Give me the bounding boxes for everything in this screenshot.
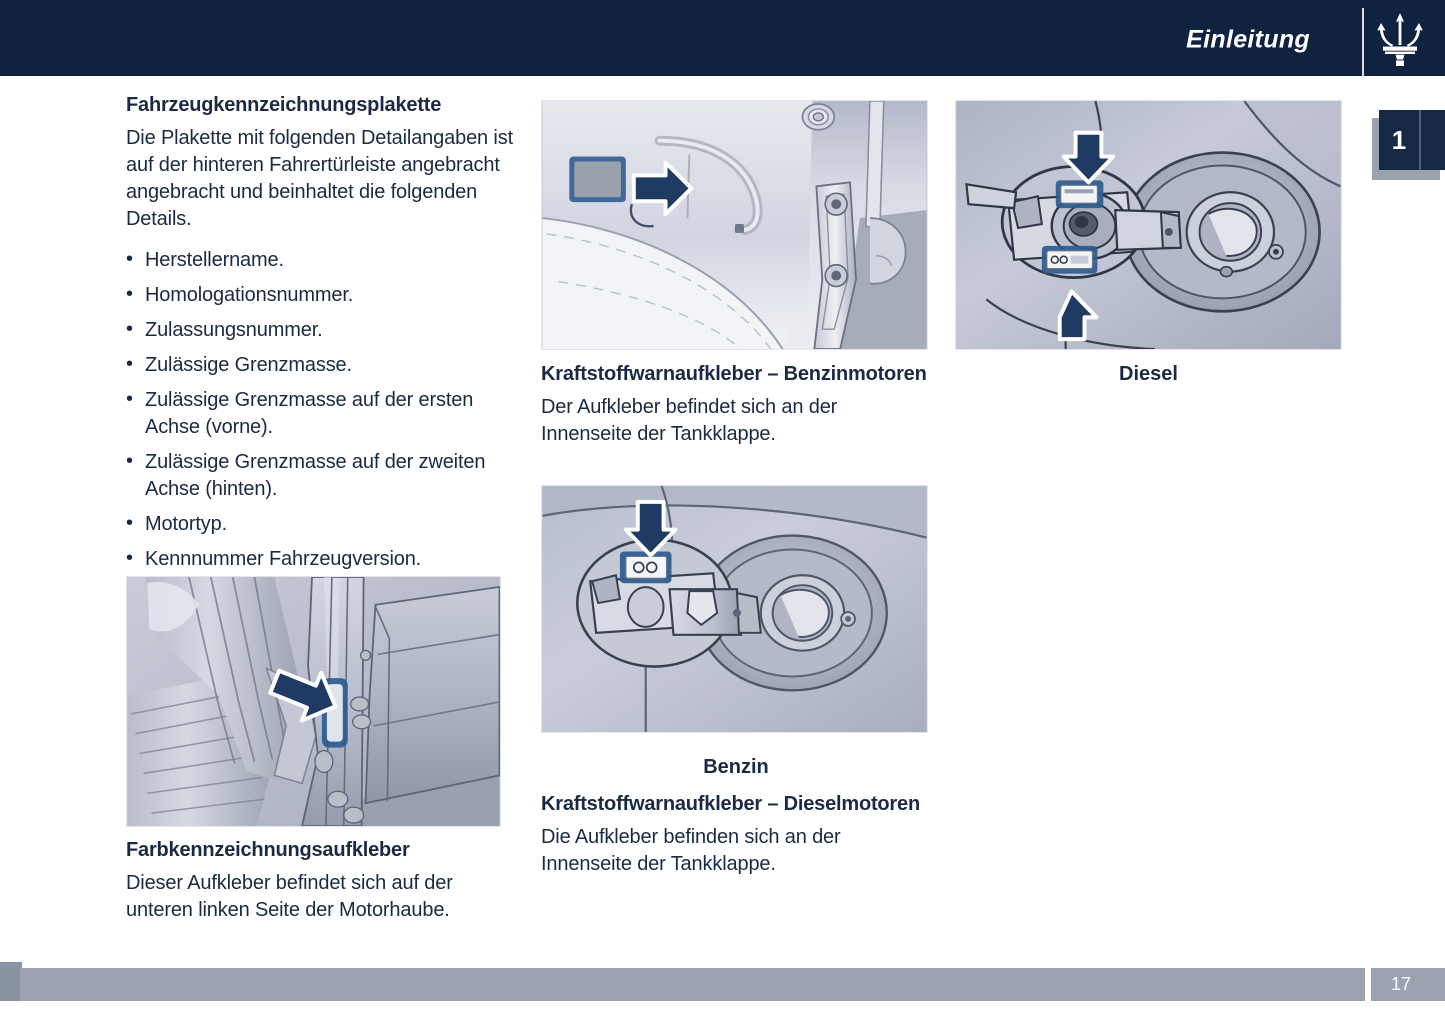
color-label-text: Dieser Aufkleber befindet sich auf der unteren linken Seite der Motorhaube. [126,871,453,921]
color-label-heading: Farbkennzeichnungsaufkleber [126,839,410,861]
petrol-warning-label-text [541,362,931,458]
list-item: • Zulässige Grenzmasse auf der zweiten Achse (hinten). [126,449,516,503]
list-item: • Zulässige Grenzmasse auf der ersten Achse (vorne). [126,387,516,441]
diesel-warning-label-text [541,745,931,888]
list-item: • Zulässige Grenzmasse. [126,352,516,379]
bonnet-identification-plate-illustration [541,100,928,350]
list-item: • Herstellername. [126,247,516,274]
page-header-title: Einleitung [1186,25,1310,54]
petrol-fuel-flap-illustration [541,485,928,733]
figure-caption-benzin: Benzin [703,756,769,778]
details-bullet-list [126,247,516,608]
header-divider [1362,8,1364,76]
list-item: • Zulassungsnummer. [126,317,516,344]
door-sill-label-illustration [126,576,501,827]
diesel-fuel-flap-illustration [955,100,1342,350]
list-item: • Homologationsnummer. [126,282,516,309]
page-number: 17 [1390,974,1412,994]
diesel-warning-heading: Kraftstoffwarnaufkleber – Dieselmotoren [541,792,920,815]
right-column-caption [955,362,1342,387]
figure-caption-diesel: Diesel [1119,363,1178,385]
chapter-tab-number: 1 [1391,124,1407,155]
list-item: • Motortyp. [126,511,516,538]
list-item: • Kennnummer Fahrzeugversion. [126,546,516,573]
maserati-trident-icon [1374,11,1426,67]
page-title: Fahrzeugkennzeichnungsplakette [126,94,442,116]
intro-paragraph: Die Plakette mit folgenden Detailangaben ist auf der hinteren Fahrertürleiste angebracht angebracht und beinhaltet die folgenden Details. [126,126,513,230]
left-column-top-text [126,93,516,616]
footer-bar [20,968,1365,1001]
left-column-bottom-text [126,838,518,934]
chapter-tab-divider [1419,110,1421,170]
petrol-warning-body: Der Aufkleber befindet sich an der Innenseite der Tankklappe. [541,395,838,445]
petrol-warning-heading: Kraftstoffwarnaufkleber – Benzinmotoren [541,363,927,385]
footer-left-marker [0,962,22,1001]
diesel-warning-body: Die Aufkleber befinden sich an der Innenseite der Tankklappe. [541,825,841,875]
